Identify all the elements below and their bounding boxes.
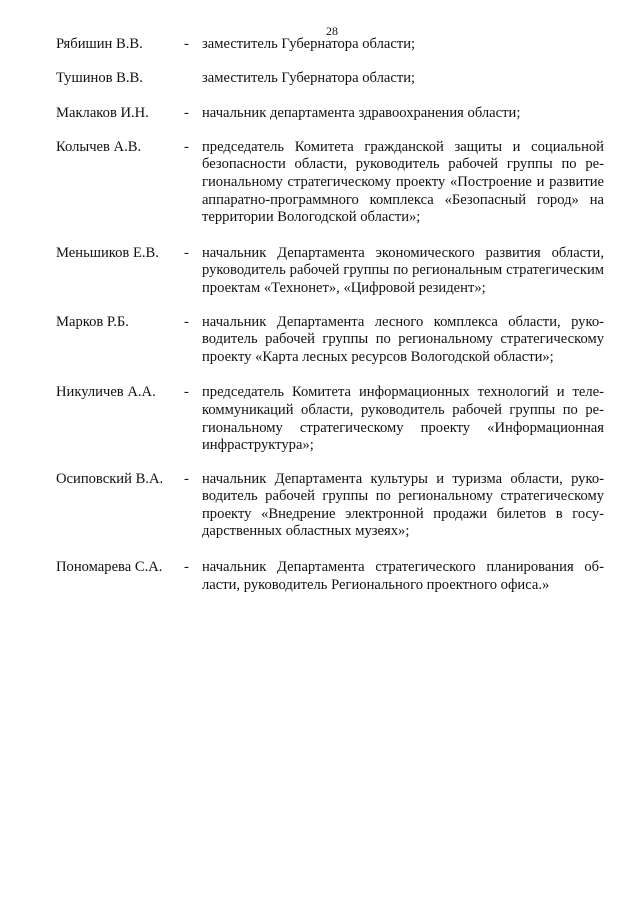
member-name: Меньшиков Е.В. [56, 244, 159, 261]
member-name: Колычев А.В. [56, 138, 142, 155]
member-row [56, 105, 604, 123]
member-row [56, 314, 604, 367]
member-role: начальник Департамента стратегического планирования области, руководитель Регионального проектного офиса.» [202, 559, 604, 593]
member-role: председатель Комитета информационных технологий и телекоммуникаций области, руководитель рабочей группы по региональному стратегическому проекту «Информационная инфраструктура»; [202, 384, 604, 454]
member-name: Осиповский В.А. [56, 470, 164, 487]
member-row [56, 559, 604, 594]
page-number: 28 [326, 24, 338, 38]
member-row [56, 245, 604, 298]
member-dash: - [184, 313, 189, 330]
member-dash: - [184, 470, 189, 487]
member-name: Рябишин В.В. [56, 36, 143, 52]
member-role: заместитель Губернатора области; [202, 36, 416, 52]
member-name: Пономарева С.А. [56, 559, 163, 576]
member-dash: - [184, 138, 189, 155]
member-row [56, 471, 604, 541]
member-dash: - [184, 244, 189, 261]
member-name: Марков Р.Б. [56, 313, 129, 330]
members-list [56, 36, 604, 594]
member-dash: - [184, 105, 189, 122]
member-row [56, 70, 604, 88]
member-row [56, 139, 604, 227]
member-role: начальник Департамента лесного комплекса области, руководитель рабочей группы по региональному стратегическому проекту «Карта лесных ресурсов Вологодской области»; [202, 313, 604, 365]
member-role: заместитель Губернатора области; [202, 69, 416, 86]
member-role: начальник Департамента культуры и туризма области, руководитель рабочей группы по региональному стратегическому проекту «Внедрение электронной продажи билетов в государственных областных музеях»; [202, 470, 604, 540]
member-row [56, 384, 604, 454]
member-dash: - [184, 559, 189, 576]
member-dash: - [184, 36, 189, 52]
member-role: председатель Комитета гражданской защиты и социальной безопасности области, руководитель рабочей группы по региональному стратегическому проекту «Построение и развитие аппаратно-программного комплекса «Безопасный город» на территории Вологодской области»; [202, 138, 604, 226]
member-name: Никуличев А.А. [56, 384, 156, 401]
member-role: начальник департамента здравоохранения области; [202, 105, 521, 122]
member-name: Тушинов В.В. [56, 69, 143, 86]
member-dash: - [184, 384, 189, 401]
member-role: начальник Департамента экономического развития области, руководитель рабочей группы по региональным стратегическим проектам «Технонет», «Цифровой резидент»; [202, 244, 604, 296]
member-row [56, 36, 604, 54]
member-name: Маклаков И.Н. [56, 105, 149, 122]
